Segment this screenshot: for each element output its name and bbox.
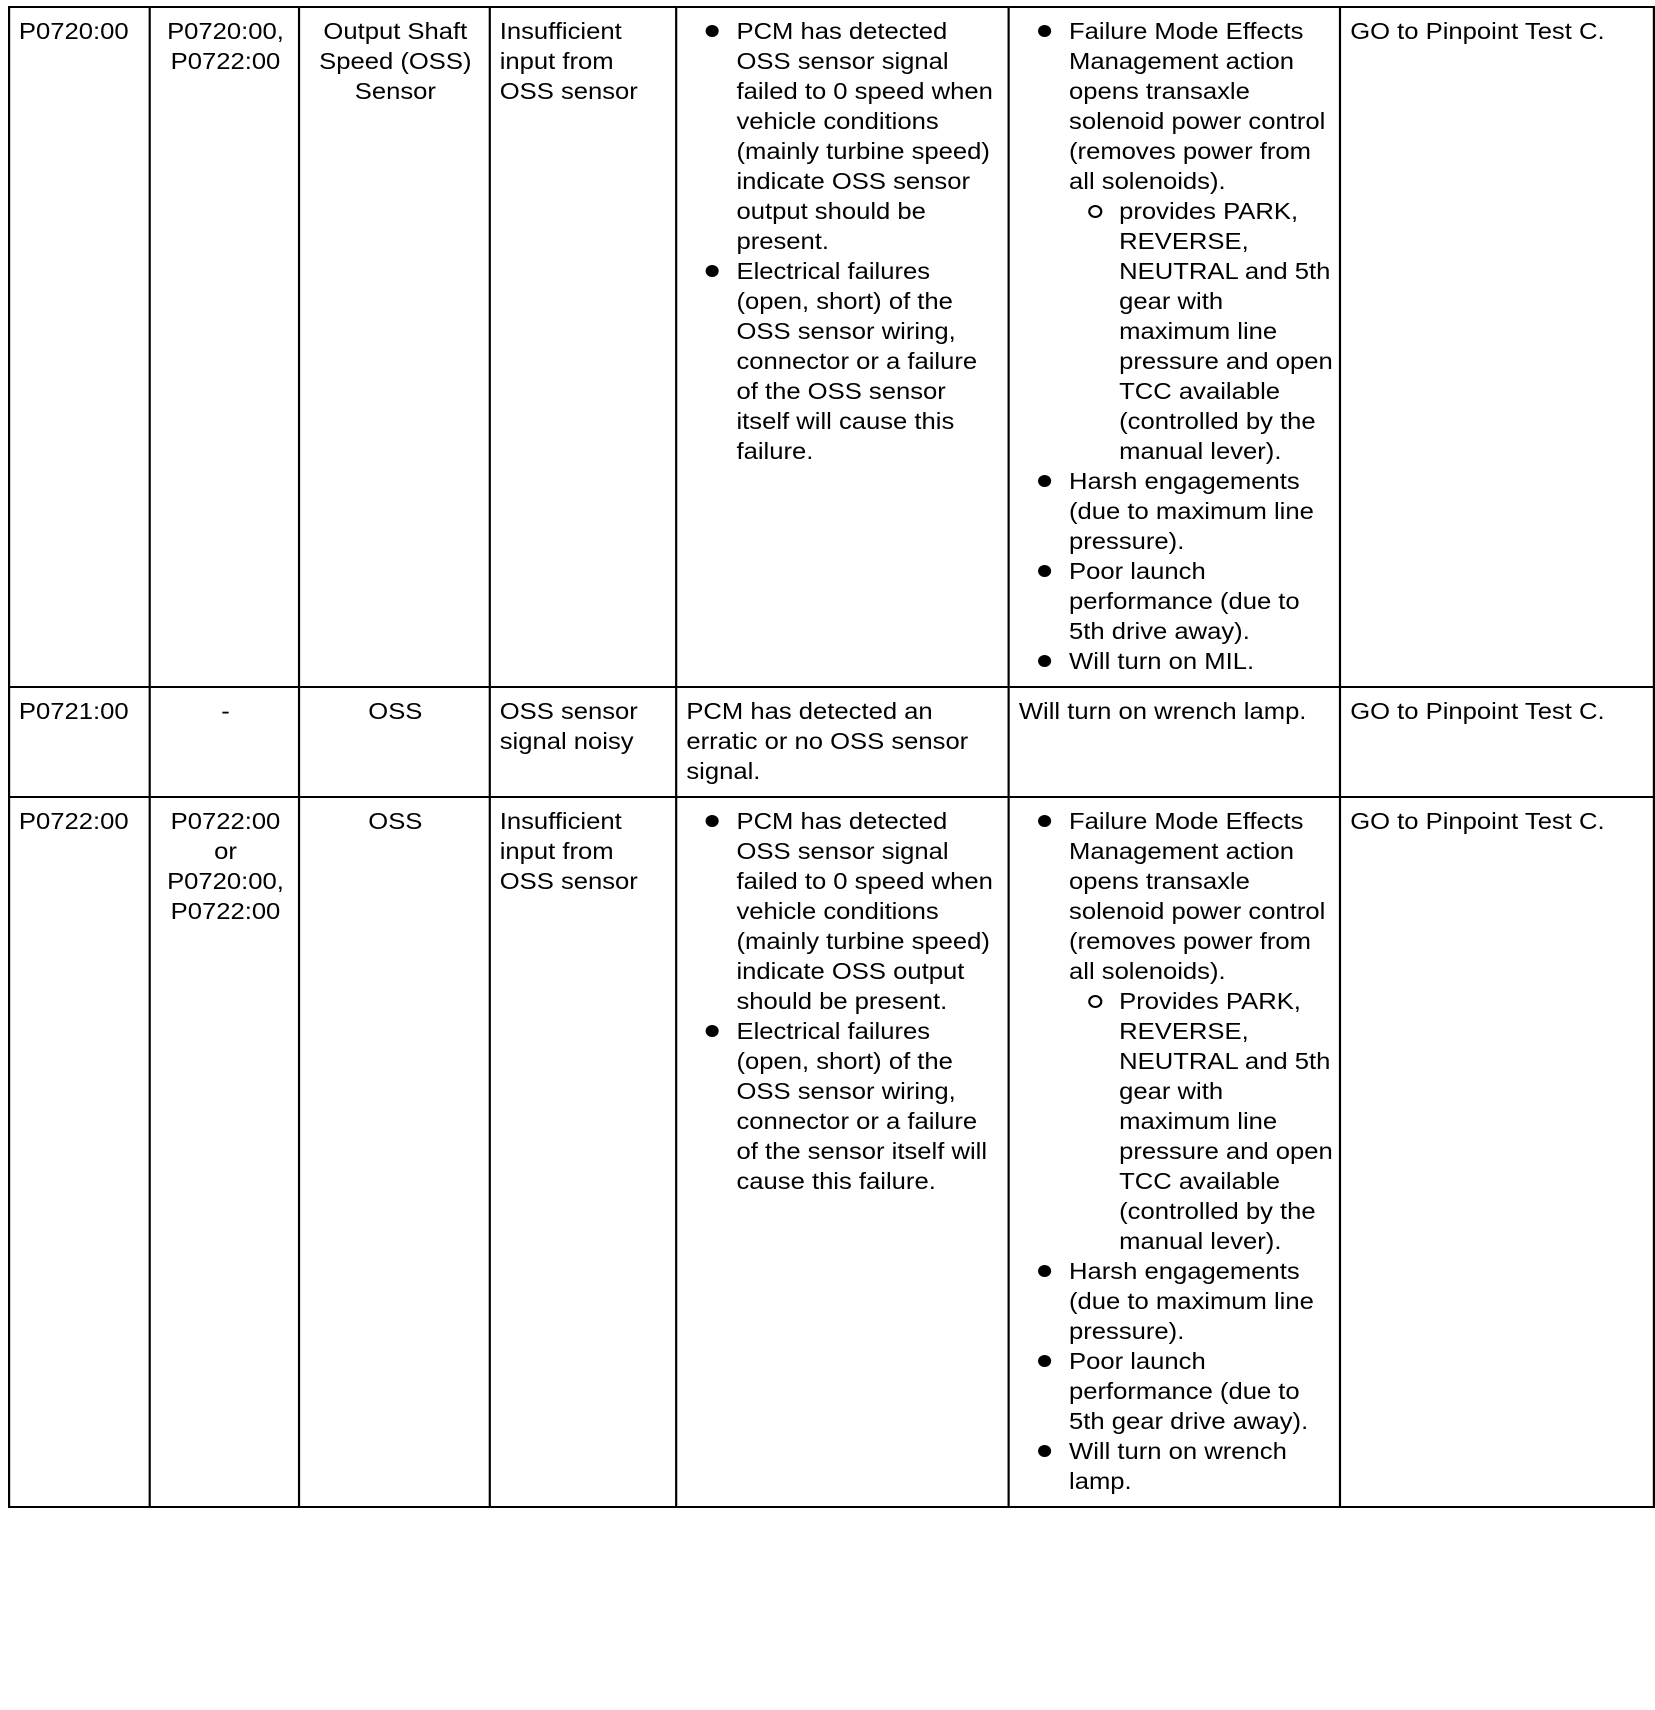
table-row (9, 7, 1654, 687)
action-cell (1340, 7, 1653, 687)
action-text: GO to Pinpoint Test C. (1350, 18, 1605, 44)
action-text: GO to Pinpoint Test C. (1350, 698, 1605, 724)
related-dtc: - (221, 698, 230, 724)
symptoms-list (1019, 806, 1333, 1496)
description-text: OSS sensor signal noisy (499, 698, 638, 754)
dtc-code: P0722:00 (18, 808, 129, 834)
conditions-list (686, 806, 1001, 1196)
component-line: Speed (OSS) (319, 48, 472, 74)
list-item: Harsh engagements (due to maximum line pressure). (1019, 1256, 1333, 1346)
symptom-text: Failure Mode Effects Management action opens transaxle solenoid power control (removes power from all solenoids). (1069, 808, 1326, 984)
description-cell (490, 7, 677, 687)
related-dtc-cell (150, 687, 298, 797)
action-cell (1340, 687, 1653, 797)
related-dtc: P0720:00, (167, 18, 284, 44)
list-item: Poor launch performance (due to 5th drive away). (1019, 556, 1333, 646)
conditions-cell (677, 687, 1010, 797)
conditions-cell (677, 7, 1010, 687)
dtc-table (8, 6, 1655, 1508)
action-cell (1340, 797, 1653, 1507)
symptoms-cell (1009, 687, 1340, 797)
component-line: OSS (368, 698, 423, 724)
related-dtc-cell (150, 7, 298, 687)
related-dtc: P0720:00, (167, 868, 284, 894)
dtc-code: P0721:00 (18, 698, 129, 724)
dtc-code-cell (9, 687, 150, 797)
component-line: Sensor (354, 78, 436, 104)
list-item: Will turn on wrench lamp. (1019, 1436, 1333, 1496)
component-cell (299, 687, 490, 797)
list-item: Poor launch performance (due to 5th gear drive away). (1019, 1346, 1333, 1436)
dtc-code: P0720:00 (18, 18, 129, 44)
symptoms-sublist (1069, 196, 1333, 466)
symptoms-cell (1009, 797, 1340, 1507)
list-item: Electrical failures (open, short) of the OSS sensor wiring, connector or a failure of the OSS sensor itself will cause this failure. (686, 256, 1001, 466)
symptom-text: Failure Mode Effects Management action opens transaxle solenoid power control (removes power from all solenoids). (1069, 18, 1326, 194)
component-cell (299, 797, 490, 1507)
condition-text: PCM has detected an erratic or no OSS sensor signal. (686, 698, 969, 784)
symptom-text: Will turn on wrench lamp. (1018, 698, 1307, 724)
sub-list-item: Provides PARK, REVERSE, NEUTRAL and 5th gear with maximum line pressure and open TCC available (controlled by the manual lever). (1069, 986, 1333, 1256)
list-item: PCM has detected OSS sensor signal failed to 0 speed when vehicle conditions (mainly turbine speed) indicate OSS sensor output should be present. (686, 16, 1001, 256)
list-item (1019, 16, 1333, 466)
list-item: PCM has detected OSS sensor signal failed to 0 speed when vehicle conditions (mainly turbine speed) indicate OSS output should be present. (686, 806, 1001, 1016)
list-item: Electrical failures (open, short) of the OSS sensor wiring, connector or a failure of the sensor itself will cause this failure. (686, 1016, 1001, 1196)
component-line: Output Shaft (323, 18, 468, 44)
description-cell (490, 797, 677, 1507)
conditions-list (686, 16, 1001, 466)
related-dtc: P0722:00 (170, 898, 281, 924)
component-cell (299, 7, 490, 687)
action-text: GO to Pinpoint Test C. (1350, 808, 1605, 834)
component-line: OSS (368, 808, 423, 834)
description-text: Insufficient input from OSS sensor (499, 808, 638, 894)
table-row (9, 797, 1654, 1507)
related-dtc: or (214, 838, 237, 864)
symptoms-cell (1009, 7, 1340, 687)
related-dtc: P0722:00 (170, 808, 281, 834)
dtc-code-cell (9, 797, 150, 1507)
list-item (1019, 806, 1333, 1256)
list-item: Will turn on MIL. (1019, 646, 1333, 676)
related-dtc-cell (150, 797, 298, 1507)
sub-list-item: provides PARK, REVERSE, NEUTRAL and 5th gear with maximum line pressure and open TCC available (controlled by the manual lever). (1069, 196, 1333, 466)
table-row (9, 687, 1654, 797)
description-text: Insufficient input from OSS sensor (499, 18, 638, 104)
symptoms-sublist (1069, 986, 1333, 1256)
list-item: Harsh engagements (due to maximum line pressure). (1019, 466, 1333, 556)
dtc-code-cell (9, 7, 150, 687)
description-cell (490, 687, 677, 797)
related-dtc: P0722:00 (170, 48, 281, 74)
symptoms-list (1019, 16, 1333, 676)
conditions-cell (677, 797, 1010, 1507)
